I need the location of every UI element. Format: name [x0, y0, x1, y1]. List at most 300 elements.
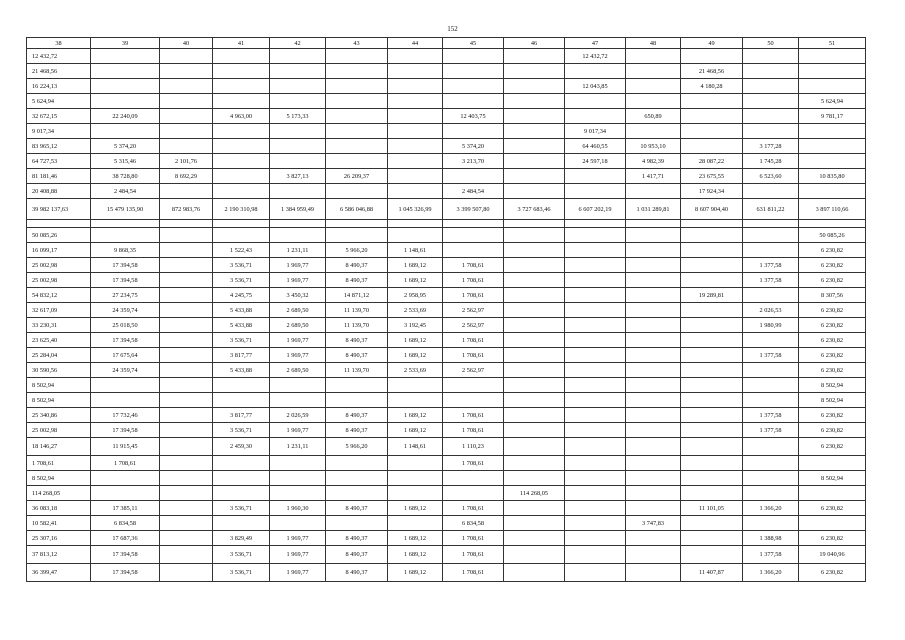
table-cell — [504, 169, 565, 184]
table-cell — [626, 258, 681, 273]
table-cell: 6 523,60 — [743, 169, 799, 184]
table-cell: 1 388,98 — [743, 531, 799, 546]
table-cell: 6 230,82 — [799, 423, 866, 438]
table-cell — [91, 378, 160, 393]
table-cell — [743, 486, 799, 501]
table-cell: 39 982 137,63 — [27, 199, 91, 220]
table-cell: 36 083,18 — [27, 501, 91, 516]
table-cell: 24 359,74 — [91, 303, 160, 318]
table-cell: 3 727 683,46 — [504, 199, 565, 220]
table-row — [27, 348, 866, 363]
table-cell — [681, 471, 743, 486]
table-cell: 10 835,80 — [799, 169, 866, 184]
table-cell: 8 692,29 — [160, 169, 213, 184]
table-cell — [91, 486, 160, 501]
table-cell — [743, 124, 799, 139]
table-cell — [270, 471, 326, 486]
table-cell — [626, 348, 681, 363]
table-cell — [160, 393, 213, 408]
table-row — [27, 531, 866, 546]
table-cell — [743, 64, 799, 79]
table-cell — [799, 49, 866, 64]
column-header: 51 — [799, 38, 866, 49]
table-cell — [565, 531, 626, 546]
table-row — [27, 109, 866, 124]
table-cell: 2 533,69 — [388, 303, 443, 318]
table-cell — [504, 258, 565, 273]
column-header: 42 — [270, 38, 326, 49]
table-cell: 6 834,58 — [91, 516, 160, 531]
table-cell — [213, 393, 270, 408]
header-row — [27, 38, 866, 49]
table-cell: 1 231,11 — [270, 438, 326, 456]
table-cell — [326, 184, 388, 199]
table-cell: 4 963,00 — [213, 109, 270, 124]
table-cell — [504, 348, 565, 363]
table-cell: 1 960,30 — [270, 501, 326, 516]
table-cell: 1 377,58 — [743, 408, 799, 423]
table-cell: 1 980,99 — [743, 318, 799, 333]
table-cell: 1 377,58 — [743, 348, 799, 363]
table-cell — [626, 456, 681, 471]
table-cell — [504, 273, 565, 288]
table-cell — [743, 228, 799, 243]
table-cell — [326, 109, 388, 124]
table-cell: 1 689,12 — [388, 273, 443, 288]
table-row — [27, 49, 866, 64]
table-cell: 11 139,70 — [326, 363, 388, 378]
table-cell: 2 484,54 — [91, 184, 160, 199]
table-cell: 15 479 135,90 — [91, 199, 160, 220]
table-cell — [626, 471, 681, 486]
table-cell: 8 607 904,40 — [681, 199, 743, 220]
table-cell: 1 745,28 — [743, 154, 799, 169]
table-cell: 2 562,97 — [443, 363, 504, 378]
table-cell: 2 562,97 — [443, 303, 504, 318]
table-cell: 1 689,12 — [388, 564, 443, 582]
table-cell: 8 490,37 — [326, 546, 388, 564]
table-cell — [565, 243, 626, 258]
table-cell — [213, 471, 270, 486]
table-cell: 3 192,45 — [388, 318, 443, 333]
table-cell — [388, 49, 443, 64]
table-cell: 1 708,61 — [443, 501, 504, 516]
table-row — [27, 243, 866, 258]
table-cell: 8 490,37 — [326, 258, 388, 273]
table-cell — [160, 124, 213, 139]
table-cell — [681, 423, 743, 438]
table-cell: 25 018,50 — [91, 318, 160, 333]
table-row — [27, 516, 866, 531]
table-row — [27, 408, 866, 423]
table-cell: 1 708,61 — [91, 456, 160, 471]
table-cell — [326, 516, 388, 531]
table-cell — [626, 333, 681, 348]
table-cell: 1 689,12 — [388, 501, 443, 516]
table-cell — [743, 109, 799, 124]
table-cell: 24 359,74 — [91, 363, 160, 378]
table-cell: 6 230,82 — [799, 258, 866, 273]
table-cell — [91, 228, 160, 243]
table-cell — [326, 393, 388, 408]
table-cell: 5 433,88 — [213, 303, 270, 318]
table-cell — [91, 79, 160, 94]
table-cell: 33 230,31 — [27, 318, 91, 333]
table-cell: 1 689,12 — [388, 348, 443, 363]
table-cell — [160, 486, 213, 501]
table-cell — [160, 228, 213, 243]
table-cell: 3 536,71 — [213, 333, 270, 348]
table-row — [27, 79, 866, 94]
table-row — [27, 564, 866, 582]
table-cell — [388, 516, 443, 531]
table-cell — [388, 486, 443, 501]
table-cell — [681, 109, 743, 124]
table-cell — [326, 220, 388, 228]
table-cell — [213, 139, 270, 154]
table-cell — [160, 333, 213, 348]
table-cell — [213, 486, 270, 501]
table-cell: 17 394,58 — [91, 564, 160, 582]
table-cell — [443, 169, 504, 184]
table-cell — [388, 456, 443, 471]
table-cell — [504, 456, 565, 471]
table-cell — [743, 363, 799, 378]
table-cell: 5 315,46 — [91, 154, 160, 169]
table-cell: 6 230,82 — [799, 303, 866, 318]
table-cell — [443, 79, 504, 94]
table-cell: 25 002,98 — [27, 273, 91, 288]
table-cell — [743, 243, 799, 258]
table-cell: 1 384 959,49 — [270, 199, 326, 220]
table-cell: 3 177,28 — [743, 139, 799, 154]
table-cell — [626, 94, 681, 109]
table-cell: 11 101,05 — [681, 501, 743, 516]
table-cell — [799, 64, 866, 79]
table-cell — [388, 154, 443, 169]
table-cell: 21 468,56 — [27, 64, 91, 79]
table-cell — [504, 408, 565, 423]
table-cell — [270, 228, 326, 243]
table-row — [27, 438, 866, 456]
table-cell — [681, 546, 743, 564]
table-cell — [326, 456, 388, 471]
table-row — [27, 258, 866, 273]
table-cell — [213, 154, 270, 169]
table-cell — [160, 220, 213, 228]
table-cell — [388, 139, 443, 154]
column-header: 38 — [27, 38, 91, 49]
table-cell: 17 394,58 — [91, 546, 160, 564]
table-cell — [326, 79, 388, 94]
table-cell — [504, 531, 565, 546]
table-cell: 1 708,61 — [443, 333, 504, 348]
table-cell — [626, 564, 681, 582]
table-cell — [626, 393, 681, 408]
table-cell — [160, 184, 213, 199]
table-cell: 3 450,32 — [270, 288, 326, 303]
table-cell: 1 708,61 — [443, 564, 504, 582]
table-cell — [743, 333, 799, 348]
table-row — [27, 184, 866, 199]
table-cell: 1 689,12 — [388, 546, 443, 564]
table-cell: 14 871,12 — [326, 288, 388, 303]
table-cell: 5 173,33 — [270, 109, 326, 124]
table-cell — [504, 49, 565, 64]
table-cell: 17 394,58 — [91, 258, 160, 273]
table-cell: 8 490,37 — [326, 564, 388, 582]
table-row — [27, 94, 866, 109]
table-cell — [565, 378, 626, 393]
table-cell: 6 230,82 — [799, 273, 866, 288]
table-cell — [504, 393, 565, 408]
table-cell — [326, 228, 388, 243]
table-cell: 1 969,77 — [270, 348, 326, 363]
table-cell: 3 536,71 — [213, 564, 270, 582]
table-cell — [743, 79, 799, 94]
table-cell — [504, 288, 565, 303]
table-cell — [27, 220, 91, 228]
table-cell: 114 268,05 — [504, 486, 565, 501]
table-cell — [326, 154, 388, 169]
table-cell — [565, 546, 626, 564]
table-row — [27, 363, 866, 378]
table-cell: 9 868,35 — [91, 243, 160, 258]
table-cell: 1 377,58 — [743, 423, 799, 438]
table-cell — [681, 318, 743, 333]
table-cell: 12 403,75 — [443, 109, 504, 124]
table-cell — [160, 303, 213, 318]
table-cell — [743, 49, 799, 64]
table-cell: 1 417,71 — [626, 169, 681, 184]
table-cell — [626, 363, 681, 378]
table-cell: 2 689,50 — [270, 303, 326, 318]
table-cell — [743, 393, 799, 408]
table-cell: 2 026,53 — [743, 303, 799, 318]
table-cell — [91, 94, 160, 109]
table-cell — [443, 124, 504, 139]
table-cell: 36 399,47 — [27, 564, 91, 582]
table-cell — [270, 184, 326, 199]
table-cell — [443, 486, 504, 501]
table-cell — [743, 94, 799, 109]
table-cell: 5 624,94 — [799, 94, 866, 109]
table-cell: 17 394,58 — [91, 273, 160, 288]
table-cell: 8 502,94 — [27, 393, 91, 408]
table-cell — [626, 288, 681, 303]
table-cell: 1 045 326,99 — [388, 199, 443, 220]
table-cell: 83 965,12 — [27, 139, 91, 154]
table-cell — [160, 564, 213, 582]
table-cell: 20 408,88 — [27, 184, 91, 199]
table-cell — [681, 273, 743, 288]
table-cell: 32 672,15 — [27, 109, 91, 124]
table-cell: 26 209,37 — [326, 169, 388, 184]
table-cell — [681, 94, 743, 109]
table-row — [27, 199, 866, 220]
table-cell — [160, 531, 213, 546]
table-cell: 1 708,61 — [443, 546, 504, 564]
table-cell: 2 689,50 — [270, 363, 326, 378]
table-cell: 50 085,26 — [27, 228, 91, 243]
table-cell: 1 689,12 — [388, 531, 443, 546]
table-cell — [681, 220, 743, 228]
table-cell — [270, 393, 326, 408]
table-cell: 1 969,77 — [270, 531, 326, 546]
table-cell: 4 982,39 — [626, 154, 681, 169]
table-cell — [626, 423, 681, 438]
table-cell — [504, 423, 565, 438]
table-cell — [626, 531, 681, 546]
table-cell — [388, 169, 443, 184]
table-cell — [504, 109, 565, 124]
table-cell — [565, 564, 626, 582]
table-cell — [565, 501, 626, 516]
table-cell — [504, 184, 565, 199]
table-cell — [91, 49, 160, 64]
table-row — [27, 288, 866, 303]
table-cell: 18 146,27 — [27, 438, 91, 456]
table-cell: 11 915,45 — [91, 438, 160, 456]
table-cell — [799, 124, 866, 139]
column-header: 39 — [91, 38, 160, 49]
table-cell — [626, 49, 681, 64]
table-cell — [565, 220, 626, 228]
table-cell — [799, 139, 866, 154]
table-cell: 4 245,75 — [213, 288, 270, 303]
table-cell: 24 597,18 — [565, 154, 626, 169]
table-cell: 17 394,58 — [91, 333, 160, 348]
table-cell — [565, 393, 626, 408]
table-cell — [565, 303, 626, 318]
table-cell: 11 139,70 — [326, 303, 388, 318]
table-row — [27, 501, 866, 516]
table-cell: 5 966,20 — [326, 438, 388, 456]
table-row — [27, 486, 866, 501]
table-cell — [270, 49, 326, 64]
table-cell: 32 617,09 — [27, 303, 91, 318]
table-cell — [565, 184, 626, 199]
column-header: 49 — [681, 38, 743, 49]
table-cell: 4 180,28 — [681, 79, 743, 94]
table-cell — [681, 139, 743, 154]
table-cell: 1 689,12 — [388, 408, 443, 423]
table-cell — [160, 348, 213, 363]
table-cell — [388, 220, 443, 228]
table-cell — [504, 64, 565, 79]
table-cell — [681, 258, 743, 273]
table-cell: 23 675,55 — [681, 169, 743, 184]
table-cell: 2 484,54 — [443, 184, 504, 199]
table-cell: 9 017,34 — [27, 124, 91, 139]
table-cell — [504, 139, 565, 154]
table-cell: 8 490,37 — [326, 501, 388, 516]
table-cell — [681, 456, 743, 471]
table-cell: 1 708,61 — [443, 273, 504, 288]
table-cell — [565, 438, 626, 456]
table-cell — [504, 378, 565, 393]
table-cell — [160, 456, 213, 471]
table-row — [27, 139, 866, 154]
table-cell: 5 374,20 — [443, 139, 504, 154]
table-row — [27, 393, 866, 408]
table-cell: 3 827,13 — [270, 169, 326, 184]
table-cell: 2 689,50 — [270, 318, 326, 333]
table-row — [27, 423, 866, 438]
table-cell: 8 490,37 — [326, 348, 388, 363]
table-cell: 30 590,56 — [27, 363, 91, 378]
table-cell — [326, 471, 388, 486]
table-cell — [388, 378, 443, 393]
table-cell: 6 230,82 — [799, 318, 866, 333]
table-cell — [270, 220, 326, 228]
table-cell: 17 924,34 — [681, 184, 743, 199]
table-cell — [681, 49, 743, 64]
table-cell: 6 230,82 — [799, 408, 866, 423]
table-cell: 6 230,82 — [799, 501, 866, 516]
table-cell: 8 502,94 — [799, 471, 866, 486]
table-cell — [270, 79, 326, 94]
table-cell — [160, 378, 213, 393]
table-cell: 1 708,61 — [443, 348, 504, 363]
table-cell: 25 307,16 — [27, 531, 91, 546]
table-cell — [743, 184, 799, 199]
table-cell — [504, 564, 565, 582]
table-cell: 2 562,97 — [443, 318, 504, 333]
table-cell — [504, 79, 565, 94]
table-cell — [681, 516, 743, 531]
table-cell — [443, 378, 504, 393]
table-cell: 28 087,22 — [681, 154, 743, 169]
table-cell — [270, 124, 326, 139]
table-row — [27, 318, 866, 333]
table-cell — [626, 273, 681, 288]
table-cell — [799, 516, 866, 531]
table-cell: 23 625,40 — [27, 333, 91, 348]
table-cell — [213, 79, 270, 94]
table-cell: 2 533,69 — [388, 363, 443, 378]
table-cell: 8 490,37 — [326, 333, 388, 348]
table-cell: 81 181,46 — [27, 169, 91, 184]
table-cell: 12 432,72 — [565, 49, 626, 64]
table-cell: 1 969,77 — [270, 333, 326, 348]
table-cell — [160, 501, 213, 516]
table-cell — [626, 408, 681, 423]
table-cell — [504, 516, 565, 531]
table-cell: 6 607 202,19 — [565, 199, 626, 220]
table-cell — [443, 94, 504, 109]
table-cell — [160, 288, 213, 303]
table-cell — [326, 49, 388, 64]
table-cell: 3 536,71 — [213, 258, 270, 273]
table-cell — [388, 94, 443, 109]
table-cell — [388, 184, 443, 199]
table-cell — [565, 408, 626, 423]
table-cell — [743, 456, 799, 471]
table-cell — [799, 456, 866, 471]
table-cell: 6 834,58 — [443, 516, 504, 531]
table-cell: 1 110,23 — [443, 438, 504, 456]
table-cell: 1 689,12 — [388, 258, 443, 273]
table-cell — [504, 363, 565, 378]
table-cell: 5 624,94 — [27, 94, 91, 109]
table-cell: 1 689,12 — [388, 333, 443, 348]
table-row — [27, 303, 866, 318]
table-cell — [443, 243, 504, 258]
table-cell — [160, 64, 213, 79]
table-cell — [504, 303, 565, 318]
table-cell — [626, 124, 681, 139]
